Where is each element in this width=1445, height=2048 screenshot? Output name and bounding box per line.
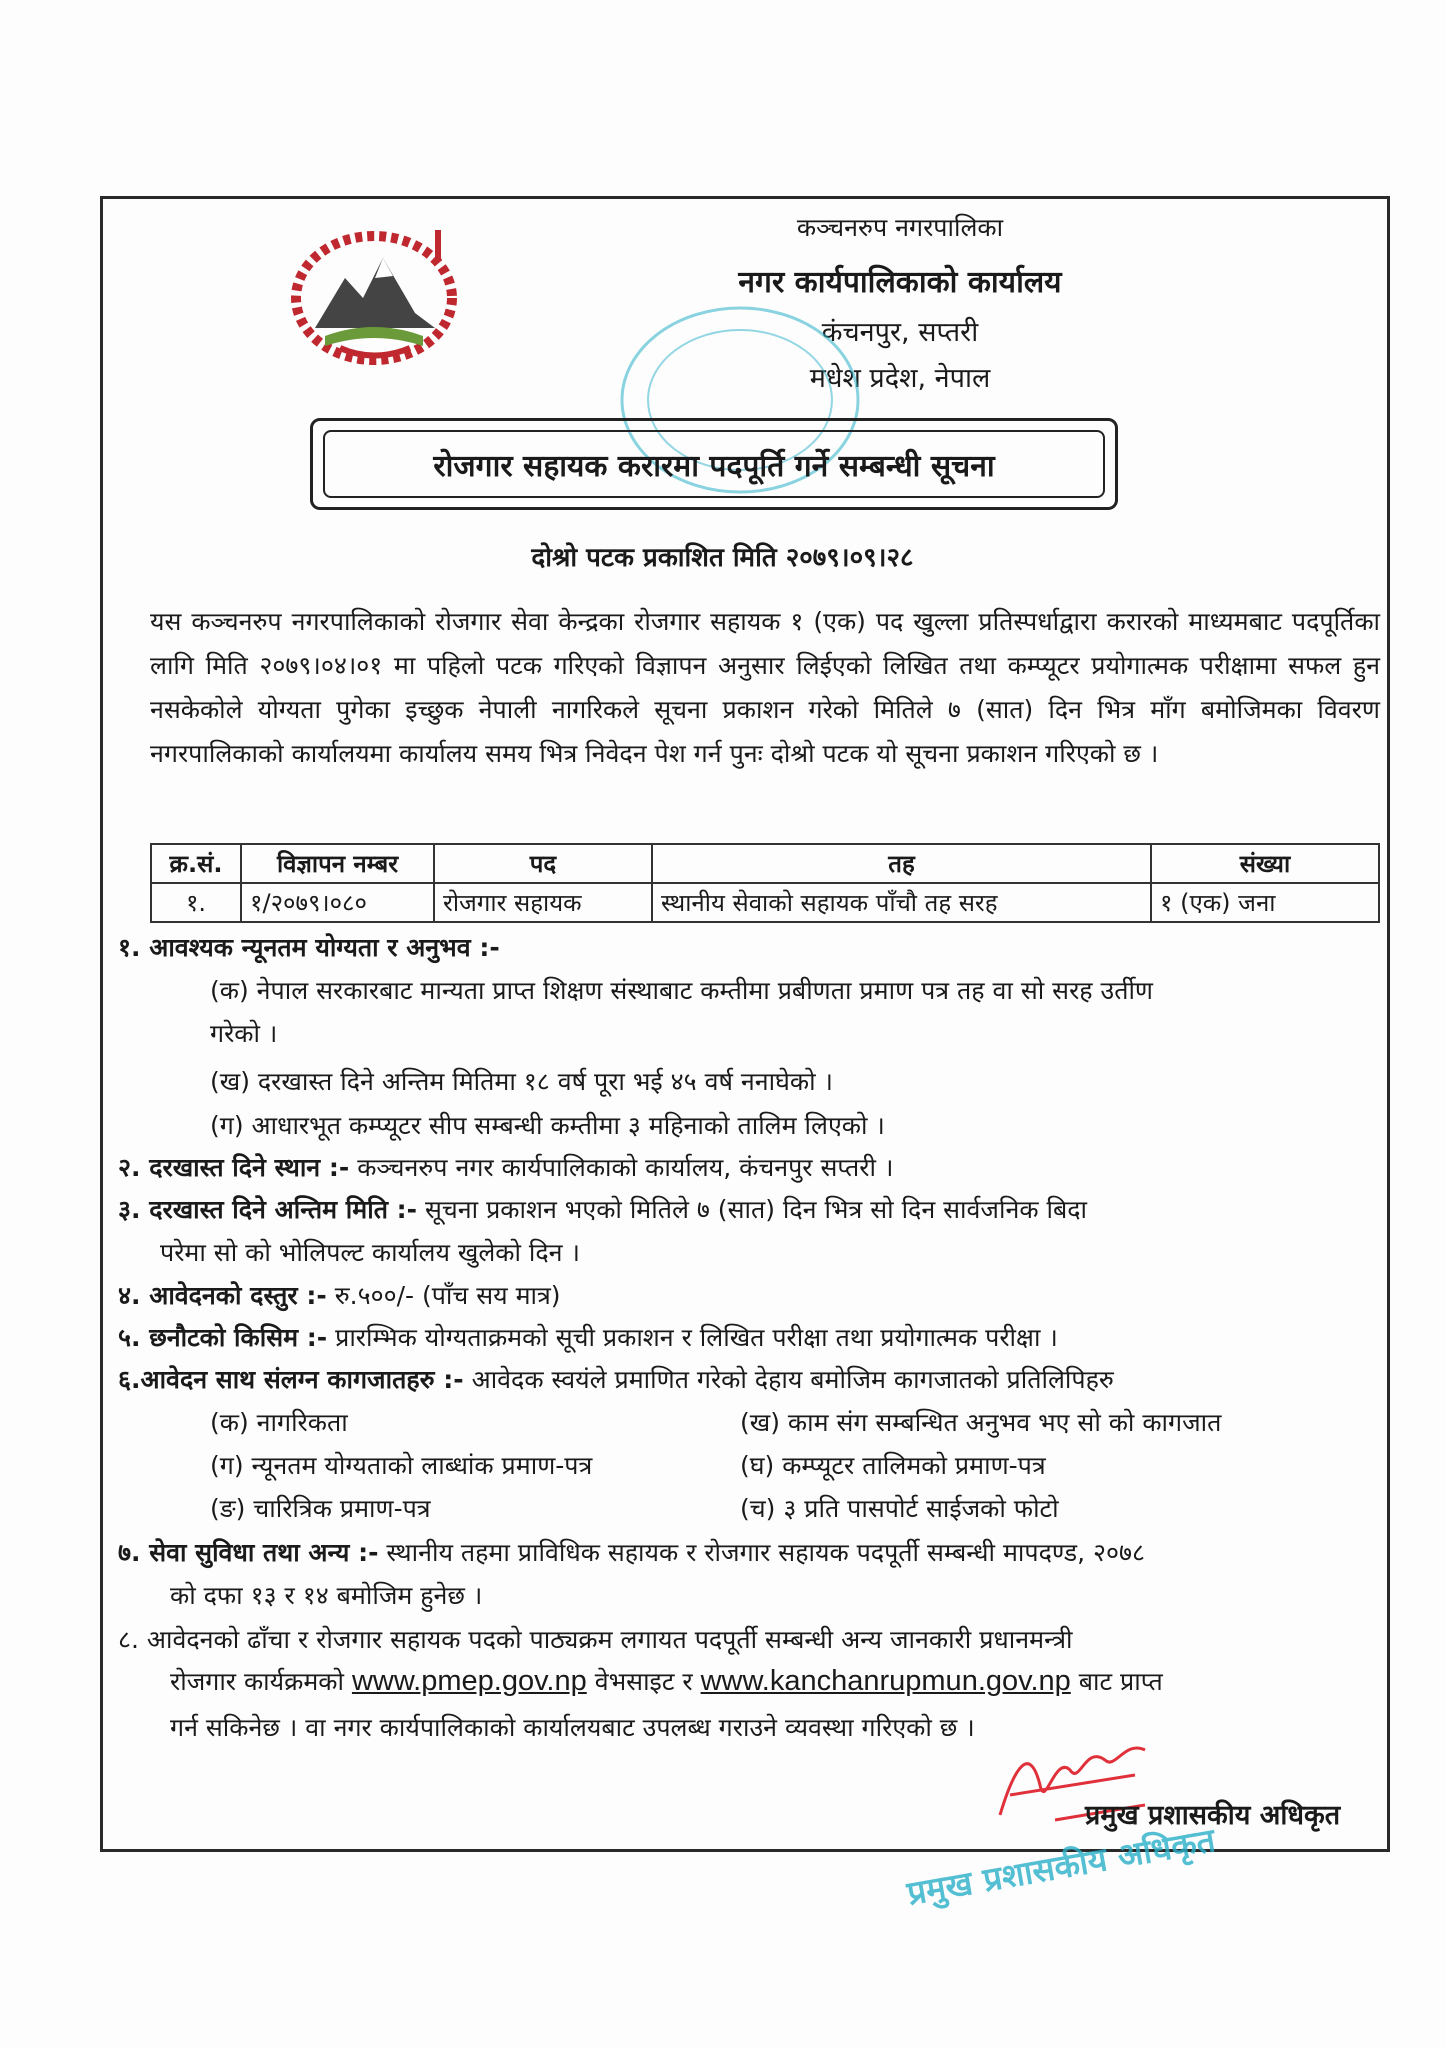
notice-title-box — [310, 418, 1118, 510]
municipality-website-link[interactable]: www.kanchanrupmun.gov.np — [700, 1665, 1071, 1697]
col-sn: क्र.सं. — [151, 844, 241, 883]
cell-level: स्थानीय सेवाको सहायक पाँचौ तह सरह — [652, 883, 1151, 922]
section-8-mid: वेभसाइट र — [594, 1667, 693, 1696]
table-header-row — [151, 844, 1379, 883]
col-ad-number: विज्ञापन नम्बर — [241, 844, 434, 883]
section-4-text: रु.५००/- (पाँच सय मात्र) — [334, 1281, 561, 1310]
section-3-label: ३. दरखास्त दिने अन्तिम मिति :- — [118, 1195, 418, 1224]
section-6 — [118, 1362, 1114, 1396]
cell-ad-number: १/२०७९।०८० — [241, 883, 434, 922]
cell-sn: १. — [151, 883, 241, 922]
table-row — [151, 883, 1379, 922]
doc-item: (ख) काम संग सम्बन्धित अनुभव भए सो को कागजात — [740, 1408, 1222, 1437]
cell-post: रोजगार सहायक — [434, 883, 652, 922]
doc-item: (च) ३ प्रति पासपोर्ट साईजको फोटो — [740, 1494, 1059, 1523]
section-2 — [118, 1150, 893, 1184]
section-7-label: ७. सेवा सुविधा तथा अन्य :- — [118, 1538, 379, 1567]
section-8-line1: ८. आवेदनको ढाँचा र रोजगार सहायक पदको पाठ्यक्रम लगायत पदपूर्ती सम्बन्धी अन्य जानकारी प्रधानमन्त्री — [118, 1625, 1073, 1654]
section-5 — [118, 1320, 1058, 1354]
col-post: पद — [434, 844, 652, 883]
qualification-a: (क) नेपाल सरकारबाट मान्यता प्राप्त शिक्षण संस्थाबाट कम्तीमा प्रबीणता प्रमाण पत्र तह वा सो सरह उर्तीण — [210, 976, 1154, 1005]
office-address: कंचनपुर, सप्तरी — [821, 317, 979, 348]
section-8-line2 — [170, 1664, 1163, 1698]
section-3-cont: परेमा सो को भोलिपल्ट कार्यालय खुलेको दिन । — [160, 1238, 580, 1267]
notice-title: रोजगार सहायक करारमा पदपूर्ति गर्ने सम्बन्धी सूचना — [323, 430, 1105, 498]
designation-stamp: प्रमुख प्रशासकीय अधिकृत — [904, 1820, 1218, 1913]
vacancy-table — [150, 843, 1380, 923]
office-name: नगर कार्यपालिकाको कार्यालय — [738, 265, 1062, 300]
intro-paragraph: यस कञ्चनरुप नगरपालिकाको रोजगार सेवा केन्द्रका रोजगार सहायक १ (एक) पद खुल्ला प्रतिस्पर्धाद्वारा करारको माध्यमबाट पदपूर्तिका लागि मिति २०७९।०४।०१ मा पहिलो पटक गरिएको विज्ञापन अनुसार लिईएको लिखित तथा कम्प्यूटर प्रयोगात्मक परीक्षामा सफल हुन नसकेकोले योग्यता पुगेका इच्छुक नेपाली नागरिकले सूचना प्रकाशन गरेको मितिले ७ (सात) दिन भित्र माँग बमोजिमका विवरण नगरपालिकाको कार्यालयमा कार्यालय समय भित्र निवेदन पेश गर्न पुनः दोश्रो पटक यो सूचना प्रकाशन गरिएको छ । — [150, 607, 1380, 768]
doc-item: (ङ) चारित्रिक प्रमाण-पत्र — [210, 1494, 431, 1523]
doc-item: (घ) कम्प्यूटर तालिमको प्रमाण-पत्र — [740, 1451, 1046, 1480]
municipality-name: कञ्चनरुप नगरपालिका — [796, 213, 1004, 242]
section-6-label: ६.आवेदन साथ संलग्न कागजातहरु :- — [118, 1365, 464, 1394]
doc-item: (क) नागरिकता — [210, 1408, 348, 1437]
section-5-text: प्रारम्भिक योग्यताक्रमको सूची प्रकाशन र लिखित परीक्षा तथा प्रयोगात्मक परीक्षा । — [335, 1323, 1058, 1352]
section-8-post: बाट प्राप्त — [1078, 1667, 1163, 1696]
section-4-label: ४. आवेदनको दस्तुर :- — [118, 1281, 327, 1310]
section-3 — [118, 1192, 1087, 1226]
province-name: मधेश प्रदेश, नेपाल — [809, 363, 991, 394]
section-2-text: कञ्चनरुप नगर कार्यपालिकाको कार्यालय, कंचनपुर सप्तरी । — [357, 1153, 894, 1182]
section-4 — [118, 1278, 561, 1312]
section-5-label: ५. छनौटको किसिम :- — [118, 1323, 328, 1352]
signer-designation: प्रमुख प्रशासकीय अधिकृत — [1085, 1800, 1341, 1831]
publication-date: दोश्रो पटक प्रकाशित मिति २०७९।०९।२८ — [531, 543, 914, 573]
qualification-a-cont: गरेको । — [210, 1019, 278, 1048]
section-7 — [118, 1535, 1145, 1569]
section-1-heading: १. आवश्यक न्यूनतम योग्यता र अनुभव :- — [118, 933, 500, 962]
section-3-text: सूचना प्रकाशन भएको मितिले ७ (सात) दिन भित्र सो दिन सार्वजनिक बिदा — [425, 1195, 1087, 1224]
qualification-b: (ख) दरखास्त दिने अन्तिम मितिमा १८ वर्ष पूरा भई ४५ वर्ष ननाघेको । — [210, 1067, 833, 1096]
pmep-website-link[interactable]: www.pmep.gov.np — [351, 1665, 587, 1697]
section-8-pre: रोजगार कार्यक्रमको — [170, 1667, 344, 1696]
section-2-label: २. दरखास्त दिने स्थान :- — [118, 1153, 350, 1182]
cell-count: १ (एक) जना — [1151, 883, 1379, 922]
section-7-cont: को दफा १३ र १४ बमोजिम हुनेछ । — [170, 1581, 483, 1610]
qualification-c: (ग) आधारभूत कम्प्यूटर सीप सम्बन्धी कम्तीमा ३ महिनाको तालिम लिएको । — [210, 1111, 885, 1140]
section-7-text: स्थानीय तहमा प्राविधिक सहायक र रोजगार सहायक पदपूर्ती सम्बन्धी मापदण्ड, २०७८ — [386, 1538, 1146, 1567]
section-8-line3: गर्न सकिनेछ । वा नगर कार्यपालिकाको कार्यालयबाट उपलब्ध गराउने व्यवस्था गरिएको छ । — [170, 1713, 975, 1742]
doc-item: (ग) न्यूनतम योग्यताको लाब्धांक प्रमाण-पत्र — [210, 1451, 593, 1480]
col-level: तह — [652, 844, 1151, 883]
col-count: संख्या — [1151, 844, 1379, 883]
section-6-text: आवेदक स्वयंले प्रमाणित गरेको देहाय बमोजिम कागजातको प्रतिलिपिहरु — [471, 1365, 1114, 1394]
